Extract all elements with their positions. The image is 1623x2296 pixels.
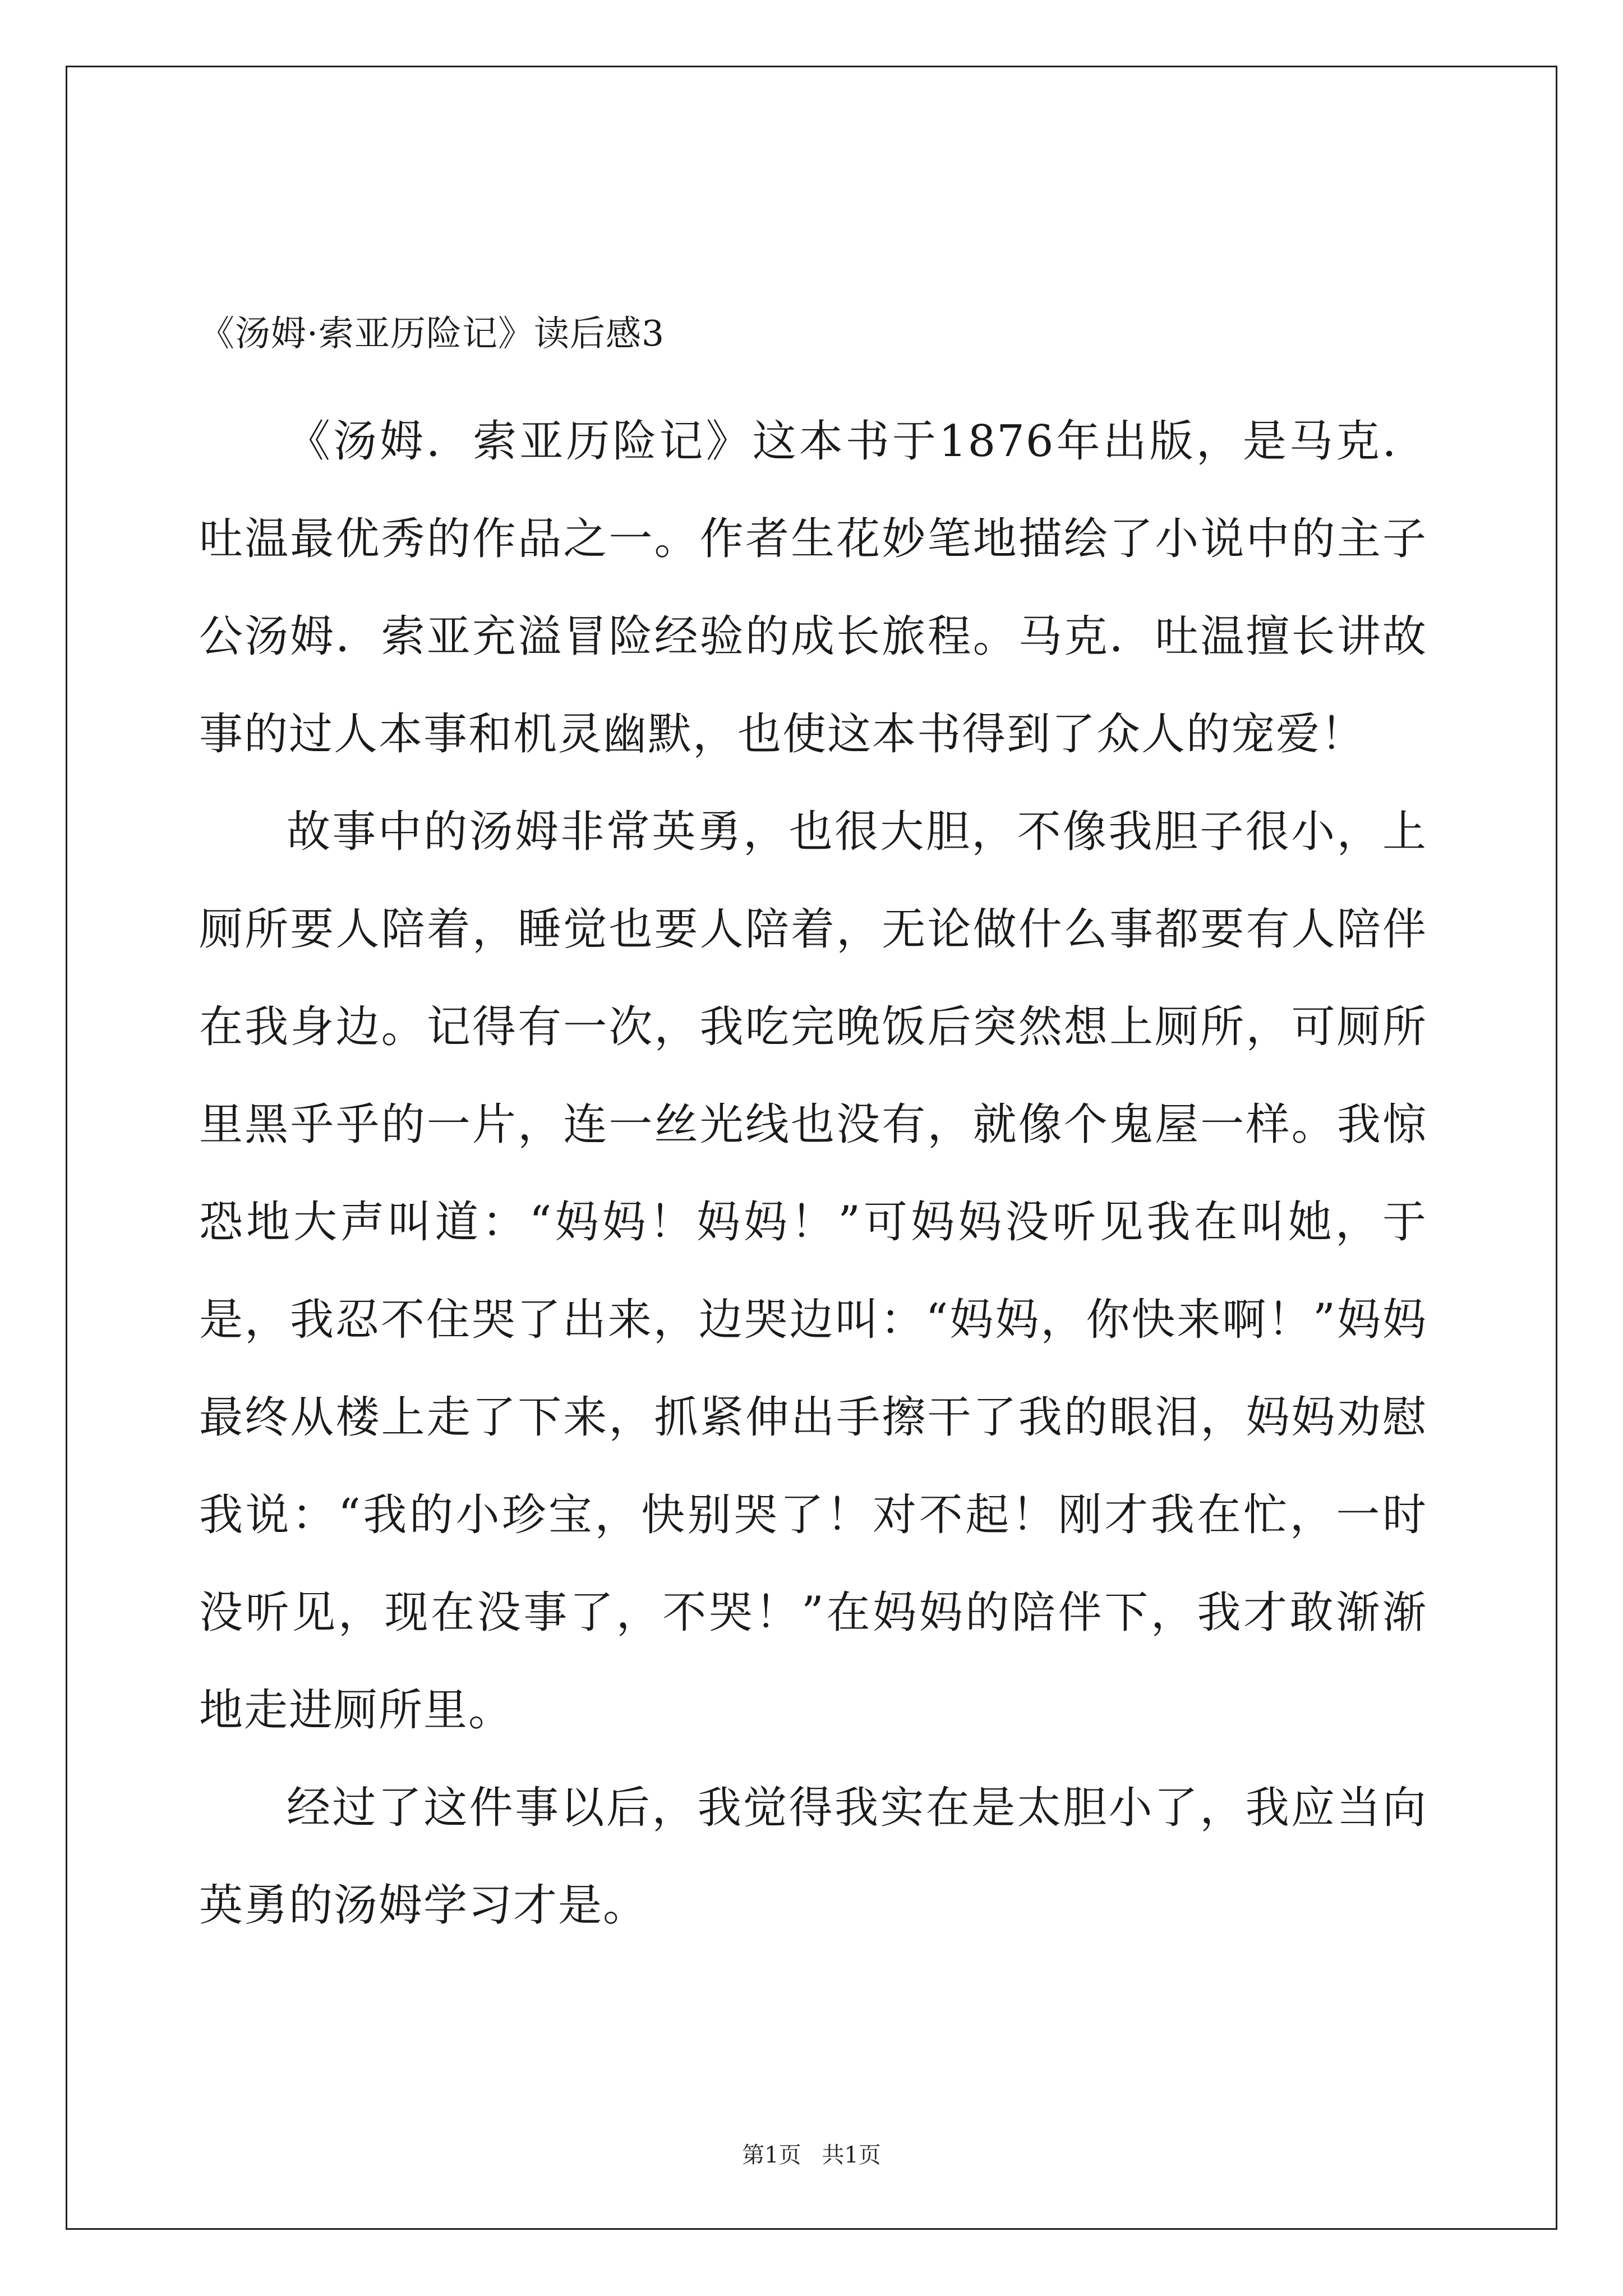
page-footer	[0, 2137, 1623, 2169]
paragraph-3: 经过了这件事以后，我觉得我实在是太胆小了，我应当向英勇的汤姆学习才是。	[199, 1783, 1427, 1931]
document-title: 《汤姆·索亚历险记》读后感3	[199, 313, 665, 354]
page-number: 第1页	[742, 2142, 801, 2168]
document-body	[199, 292, 1427, 1954]
paragraph-2: 故事中的汤姆非常英勇，也很大胆，不像我胆子很小，上厕所要人陪着，睡觉也要人陪着，无论做什么事都要有人陪伴在我身边。记得有一次，我吃完晚饭后突然想上厕所，可厕所里黑乎乎的一片，连一丝光线也没有，就像个鬼屋一样。我惊恐地大声叫道：“妈妈！妈妈！”可妈妈没听见我在叫她，于是，我忍不住哭了出来，边哭边叫：“妈妈，你快来啊！”妈妈最终从楼上走了下来，抓紧伸出手擦干了我的眼泪，妈妈劝慰我说：“我的小珍宝，快别哭了！对不起！刚才我在忙，一时没听见，现在没事了，不哭！”在妈妈的陪伴下，我才敢渐渐地走进厕所里。	[199, 807, 1427, 1736]
page-total: 共1页	[822, 2142, 881, 2168]
paragraph-1: 《汤姆．索亚历险记》这本书于1876年出版，是马克．吐温最优秀的作品之一。作者生花妙笔地描绘了小说中的主子公汤姆．索亚充溢冒险经验的成长旅程。马克．吐温擅长讲故事的过人本事和机灵幽默，也使这本书得到了众人的宠爱！	[199, 416, 1427, 760]
